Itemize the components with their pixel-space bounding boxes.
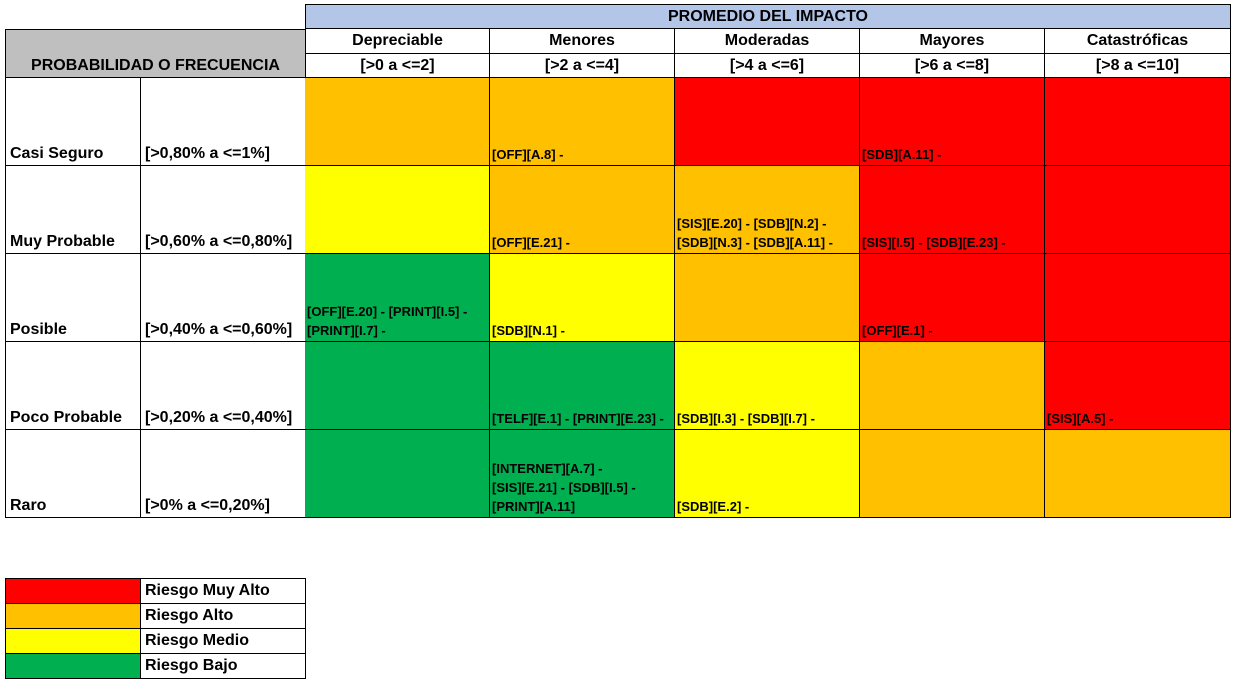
legend-label: Riesgo Bajo [140, 653, 306, 679]
legend-swatch [5, 628, 141, 654]
impact-column-label: Moderadas [675, 29, 860, 54]
impact-column-label: Mayores [860, 29, 1045, 54]
risk-cell-items: [SIS][I.5] - [SDB][E.23] - [862, 235, 1006, 250]
probability-row-label: Casi Seguro [5, 78, 141, 166]
risk-cell [305, 342, 490, 430]
risk-cell [305, 254, 490, 342]
risk-cell [860, 430, 1045, 518]
risk-cell-items: [SDB][I.3] - [SDB][I.7] - [677, 411, 815, 426]
risk-cell [305, 78, 490, 166]
risk-cell [675, 430, 860, 518]
risk-cell-items: [OFF][A.8] - [492, 147, 564, 162]
impact-column-range: [>8 a <=10] [1045, 54, 1231, 78]
risk-cell-items: [INTERNET][A.7] - [SIS][E.21] - [SDB][I.5] - [PRINT][A.11] [492, 461, 636, 514]
risk-cell [490, 78, 675, 166]
risk-cell [1045, 342, 1231, 430]
probability-row-range: [>0,60% a <=0,80%] [141, 166, 306, 254]
legend-swatch [5, 603, 141, 629]
impact-column-label: Menores [490, 29, 675, 54]
impact-column-range: [>2 a <=4] [490, 54, 675, 78]
legend-label: Riesgo Medio [140, 628, 306, 654]
probability-row-range: [>0,20% a <=0,40%] [141, 342, 306, 430]
risk-cell [860, 166, 1045, 254]
legend-swatch [5, 578, 141, 604]
risk-cell [1045, 166, 1231, 254]
risk-cell-items: [OFF][E.21] - [492, 235, 570, 250]
legend-swatch [5, 653, 141, 679]
risk-cell [1045, 78, 1231, 166]
impact-column-label: Catastróficas [1045, 29, 1231, 54]
impact-title: PROMEDIO DEL IMPACTO [305, 4, 1231, 29]
probability-title: PROBABILIDAD O FRECUENCIA [5, 29, 306, 78]
risk-cell [305, 166, 490, 254]
probability-row-label: Muy Probable [5, 166, 141, 254]
probability-row-label: Raro [5, 430, 141, 518]
risk-cell [490, 254, 675, 342]
risk-cell [1045, 254, 1231, 342]
risk-cell-items: [OFF][E.20] - [PRINT][I.5] - [PRINT][I.7] - [307, 304, 468, 338]
risk-cell [860, 78, 1045, 166]
impact-column-range: [>0 a <=2] [305, 54, 490, 78]
risk-cell [675, 254, 860, 342]
probability-row-label: Poco Probable [5, 342, 141, 430]
risk-cell [490, 342, 675, 430]
legend-label: Riesgo Alto [140, 603, 306, 629]
risk-cell-items: [OFF][E.1] - [862, 323, 933, 338]
risk-cell-items: [SIS][E.20] - [SDB][N.2] - [SDB][N.3] - [SDB][A.11] - [677, 216, 833, 250]
risk-cell [490, 166, 675, 254]
risk-cell [305, 430, 490, 518]
risk-cell [675, 342, 860, 430]
impact-column-range: [>6 a <=8] [860, 54, 1045, 78]
risk-cell-items: [SDB][E.2] - [677, 499, 750, 514]
impact-column-label: Depreciable [305, 29, 490, 54]
probability-row-range: [>0,40% a <=0,60%] [141, 254, 306, 342]
risk-cell [1045, 430, 1231, 518]
risk-cell [490, 430, 675, 518]
probability-row-range: [>0% a <=0,20%] [141, 430, 306, 518]
risk-cell [860, 254, 1045, 342]
risk-cell-items: [SDB][A.11] - [862, 147, 942, 162]
probability-row-range: [>0,80% a <=1%] [141, 78, 306, 166]
risk-cell [675, 78, 860, 166]
risk-cell [860, 342, 1045, 430]
probability-row-label: Posible [5, 254, 141, 342]
impact-column-range: [>4 a <=6] [675, 54, 860, 78]
legend-label: Riesgo Muy Alto [140, 578, 306, 604]
risk-cell-items: [SIS][A.5] - [1047, 411, 1114, 426]
risk-cell-items: [TELF][E.1] - [PRINT][E.23] - [492, 411, 664, 426]
risk-cell-items: [SDB][N.1] - [492, 323, 565, 338]
risk-cell [675, 166, 860, 254]
